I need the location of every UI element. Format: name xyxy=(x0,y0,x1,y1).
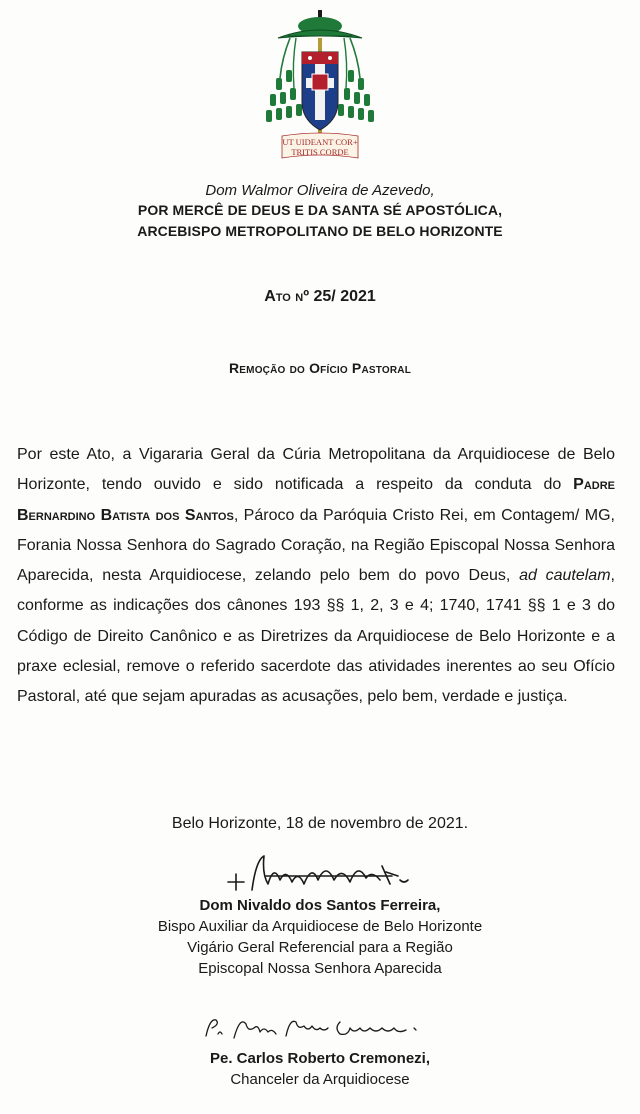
act-number: Ato nº 25/ 2021 xyxy=(264,288,376,305)
body-text-part-2: , Pároco da Paróquia Cristo Rei, em Contagem/ MG, Forania Nossa Senhora do Sagrado Coração, na Região Episcopal Nossa Senhora Aparecida, nesta Arquidiocese, zelando pelo bem do povo Deus, xyxy=(17,506,615,585)
motto-line-2: TRITIS CORDE xyxy=(291,147,349,157)
motto-line-1: UT UIDEANT COR+ xyxy=(282,137,358,147)
signatory-1-role-2: Vigário Geral Referencial para a Região xyxy=(187,939,453,956)
priest-name: Padre Bernardino Batista dos Santos xyxy=(17,476,615,524)
issuer-title-line-1: POR MERCÊ DE DEUS E DA SANTA SÉ APOSTÓLICA, xyxy=(137,202,503,218)
body-text-part-1: Por este Ato, a Vigararia Geral da Cúria Metropolitana da Arquidiocese de Belo Horizonte, tendo ouvido e sido notificada a respeito da conduta do xyxy=(17,446,615,494)
issuer-title-line-2: ARCEBISPO METROPOLITANO DE BELO HORIZONTE xyxy=(137,223,503,239)
coat-of-arms-emblem xyxy=(258,8,382,168)
signatory-2-name: Pe. Carlos Roberto Cremonezi, xyxy=(209,1050,431,1067)
signature-1-handwritten xyxy=(222,850,412,900)
date-line: Belo Horizonte, 18 de novembro de 2021. xyxy=(171,815,469,832)
signatory-2-role: Chanceler da Arquidiocese xyxy=(230,1071,410,1088)
body-text-part-3: , conforme as indicações dos cânones 193 §§ 1, 2, 3 e 4; 1740, 1741 §§ 1 e 3 do Código de Direito Canônico e as Diretrizes da Arquidiocese de Belo Horizonte e a praxe eclesial, remove o referido sacerdote das atividades inerentes ao seu Ofício Pastoral, até que sejam apuradas as acusações, pelo bem, verdade e justiça. xyxy=(17,567,615,706)
issuer-name: Dom Walmor Oliveira de Azevedo, xyxy=(205,182,435,199)
decree-body xyxy=(17,440,615,713)
latin-phrase: ad cautelam xyxy=(519,567,611,585)
signatory-1-role-3: Episcopal Nossa Senhora Aparecida xyxy=(198,960,442,977)
act-subject: Remoção do Ofício Pastoral xyxy=(228,360,412,376)
signatory-1-name: Dom Nivaldo dos Santos Ferreira, xyxy=(199,897,441,914)
signature-2-handwritten xyxy=(200,1010,435,1044)
signatory-1-role-1: Bispo Auxiliar da Arquidiocese de Belo Horizonte xyxy=(157,918,483,935)
